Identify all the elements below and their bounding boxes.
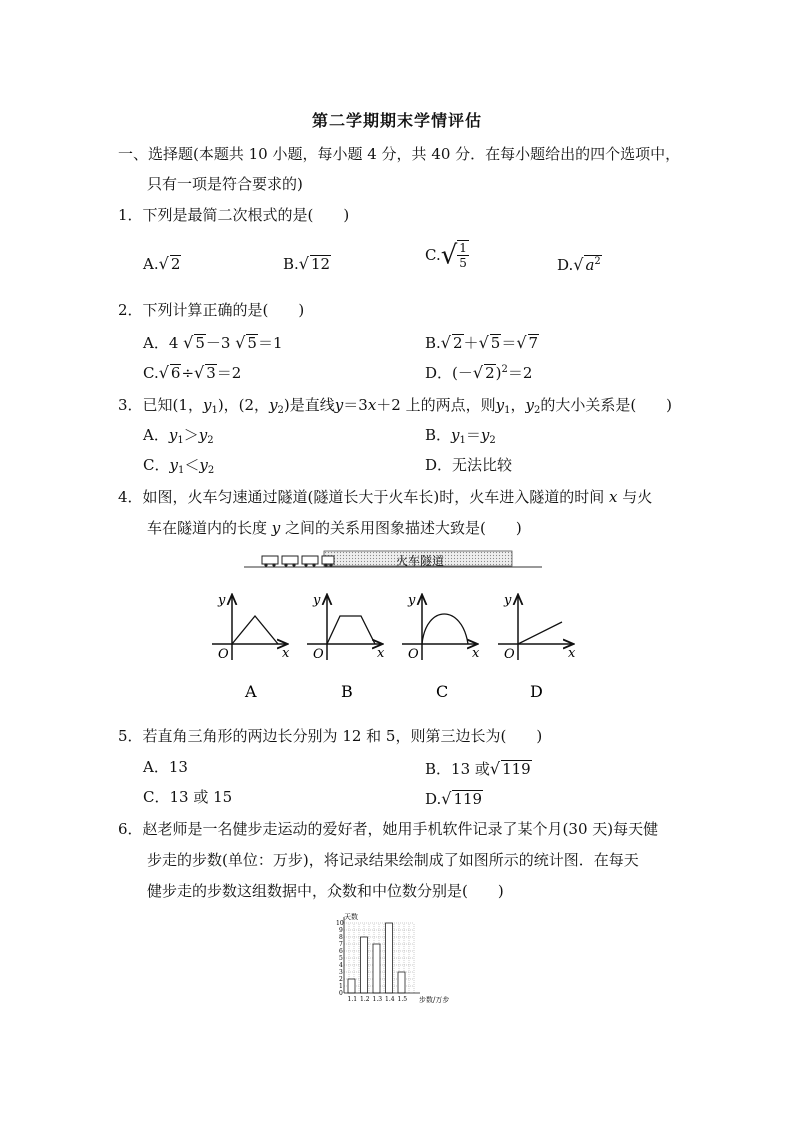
section-heading: 一、选择题(本题共 10 小题，每小题 4 分，共 40 分．在每小题给出的四个选项中， [118, 145, 681, 163]
graph-b-label: B [341, 682, 353, 701]
graph-b [307, 593, 385, 701]
graph-d-curve [518, 622, 562, 644]
y-axis-label: y [504, 593, 512, 608]
steps-bar-chart [322, 908, 472, 1008]
section-heading-cont: 只有一项是符合要求的) [147, 175, 303, 193]
q2-stem: 2．下列计算正确的是( ) [118, 301, 305, 319]
q4-stem-line1: 4．如图，火车匀速通过隧道(隧道长大于火车长)时，火车进入隧道的时间 x 与火 [118, 488, 653, 506]
bar [386, 923, 393, 993]
x-axis-label: x [282, 646, 290, 661]
q6-stem-line2: 步走的步数(单位：万步)，将记录结果绘制成了如图所示的统计图．在每天 [147, 851, 639, 869]
y-axis-label: y [313, 593, 321, 608]
y-tick-label: 5 [339, 955, 343, 962]
q2-option-c[interactable]: C.√ 6÷√ 3＝2 [143, 363, 242, 382]
y-tick-label: 0 [339, 990, 343, 997]
sqrt-icon: √ [489, 759, 501, 778]
q1-option-c[interactable]: C.√ $\frac{1}{5}$ [425, 240, 467, 271]
sqrt-icon: √ [516, 333, 527, 352]
q1-option-d[interactable]: D.√ $a^2$ [557, 255, 601, 274]
bar [373, 944, 380, 993]
sqrt-icon: √ [573, 255, 584, 274]
sqrt-icon: √ [440, 333, 451, 352]
q3-stem: 3．已知(1，$y_1$)，(2，$y_2$)是直线y＝3x＋2 上的两点，则$y_1$，$y_2$的大小关系是( ) [118, 396, 673, 416]
q4-stem-line2: 车在隧道内的长度 y 之间的关系用图象描述大致是( ) [147, 519, 522, 537]
chart-ylabel: 天数 [344, 913, 358, 921]
y-tick-label: 2 [339, 976, 343, 983]
sqrt-icon: √ [441, 789, 452, 808]
graph-a-label: A [245, 682, 257, 701]
y-tick-label: 10 [336, 920, 344, 927]
origin-label: O [408, 647, 419, 662]
bar [348, 979, 355, 993]
q3-option-d[interactable]: D．无法比较 [425, 456, 513, 474]
q6-stem-line1: 6．赵老师是一名健步走运动的爱好者，她用手机软件记录了某个月(30 天)每天健 [118, 820, 659, 838]
x-tick-label: 1.1 [347, 996, 358, 1003]
graph-d-label: D [530, 682, 543, 701]
y-axis-label: y [408, 593, 416, 608]
x-tick-label: 1.5 [397, 996, 408, 1003]
y-tick-label: 7 [339, 941, 343, 948]
x-tick-label: 1.3 [372, 996, 383, 1003]
y-tick-label: 8 [339, 934, 343, 941]
x-tick-label: 1.2 [360, 996, 370, 1003]
q3-option-a[interactable]: A．$y_1>y_2$ [143, 426, 214, 446]
q2-option-b[interactable]: B.√ 2＋√ 5＝√ 7 [425, 333, 539, 352]
q5-option-c[interactable]: C．13 或 15 [143, 788, 233, 806]
sqrt-icon: √ [158, 363, 169, 382]
x-tick-label: 1.4 [385, 996, 395, 1003]
graph-c-label: C [436, 682, 449, 701]
q1-option-b[interactable]: B.√ 12 [283, 254, 331, 273]
graph-a [212, 593, 290, 701]
q2-option-d[interactable]: D．(－√ 2)$^2$＝2 [425, 363, 533, 382]
y-tick-label: 1 [339, 983, 343, 990]
sqrt-icon: √ [472, 363, 484, 382]
q3-option-b[interactable]: B．$y_1=y_2$ [425, 426, 496, 446]
q1-stem: 1．下列是最简二次根式的是( ) [118, 206, 350, 224]
y-tick-label: 9 [339, 927, 343, 934]
y-tick-label: 6 [339, 948, 343, 955]
tunnel-label: 火车隧道 [396, 554, 445, 568]
sqrt-icon: √ [235, 333, 246, 352]
sqrt-icon: √ [158, 254, 169, 273]
x-axis-label: x [568, 646, 576, 661]
y-axis-label: y [218, 593, 226, 608]
graph-c [402, 593, 480, 701]
graph-a-curve [232, 616, 278, 644]
q2-option-a[interactable]: A．4 √ 5－3 √ 5＝1 [143, 333, 283, 352]
origin-label: O [218, 647, 229, 662]
origin-label: O [504, 647, 515, 662]
graph-d [498, 593, 576, 701]
tunnel-figure [240, 548, 550, 572]
y-tick-label: 3 [339, 969, 343, 976]
bar [361, 937, 368, 993]
q6-stem-line3: 健步走的步数这组数据中，众数和中位数分别是( ) [147, 882, 504, 900]
graph-b-curve [327, 616, 375, 644]
q1-option-a[interactable]: A.√ 2 [143, 254, 181, 273]
x-axis-label: x [377, 646, 385, 661]
q5-stem: 5．若直角三角形的两边长分别为 12 和 5，则第三边长为( ) [118, 727, 543, 745]
sqrt-icon: √ [183, 333, 194, 352]
sqrt-icon: √ [440, 240, 458, 271]
sqrt-icon: √ [298, 254, 309, 273]
x-axis-label: x [472, 646, 480, 661]
sqrt-icon: √ [478, 333, 489, 352]
y-tick-label: 4 [339, 962, 343, 969]
chart-xlabel: 步数/万步 [419, 996, 450, 1004]
train-icon [262, 556, 334, 567]
q4-graphs [200, 590, 590, 705]
page-title: 第二学期期末学情评估 [311, 111, 482, 130]
q5-option-d[interactable]: D.√ 119 [425, 789, 483, 808]
q5-option-b[interactable]: B．13 或√ 119 [425, 759, 531, 778]
sqrt-icon: √ [194, 363, 205, 382]
bar [398, 972, 405, 993]
origin-label: O [313, 647, 324, 662]
q3-option-c[interactable]: C．$y_1<y_2$ [143, 456, 215, 476]
q5-option-a[interactable]: A．13 [143, 758, 188, 776]
graph-c-curve [422, 614, 468, 644]
